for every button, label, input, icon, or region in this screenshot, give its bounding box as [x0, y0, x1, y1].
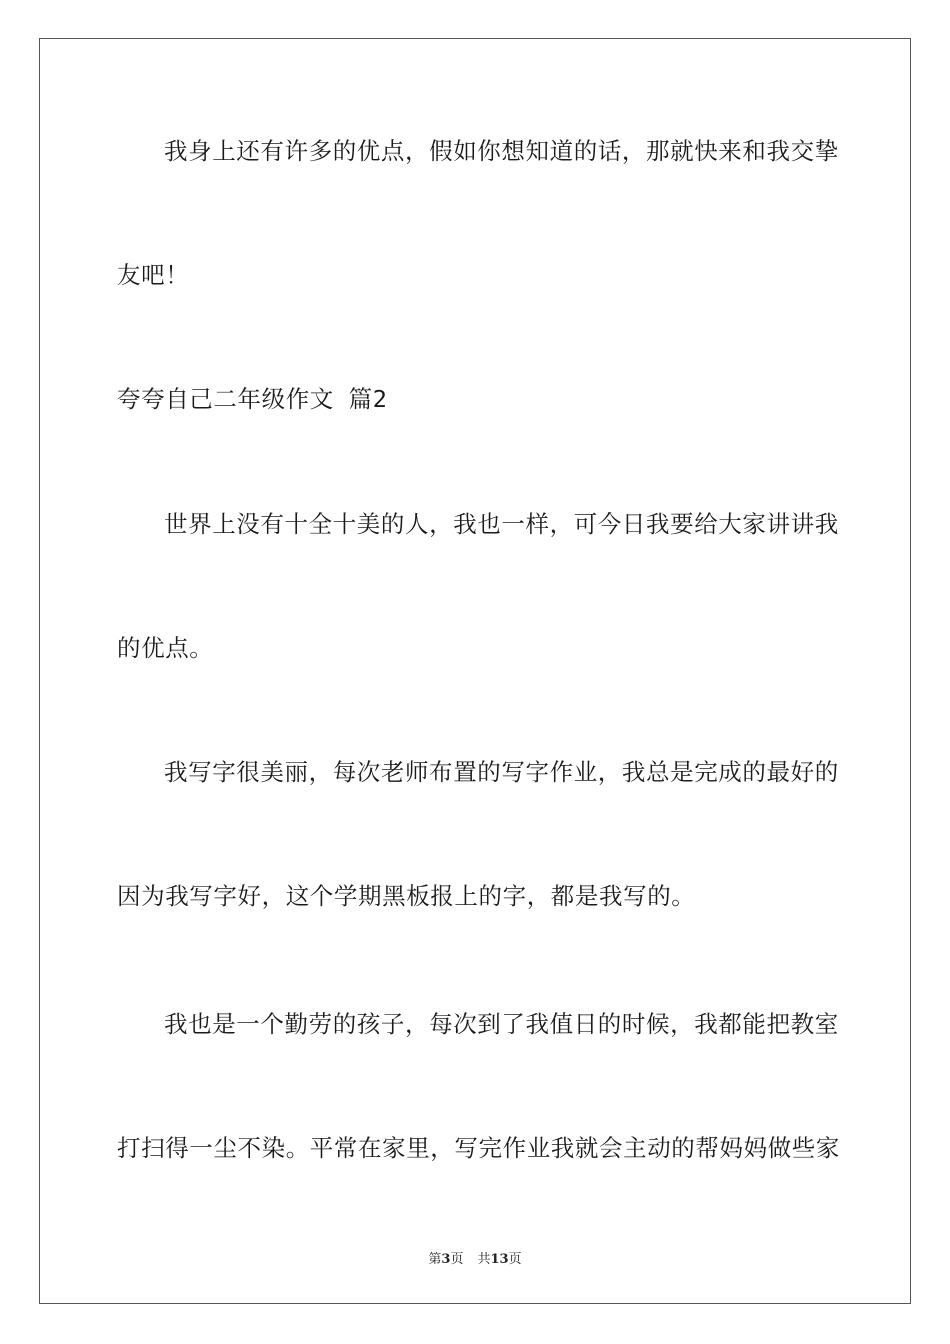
- paragraph-line-5: 我写字很美丽，每次老师布置的写字作业，我总是完成的最好的: [164, 758, 839, 786]
- section-heading: 夸夸自己二年级作文 篇2: [117, 385, 388, 413]
- paragraph-line-1: 我身上还有许多的优点，假如你想知道的话，那就快来和我交挚: [164, 137, 839, 165]
- paragraph-line-2: 友吧！: [117, 261, 190, 289]
- paragraph-line-8: 打扫得一尘不染。平常在家里，写完作业我就会主动的帮妈妈做些家: [117, 1134, 840, 1162]
- paragraph-line-3: 世界上没有十全十美的人，我也一样，可今日我要给大家讲讲我: [164, 510, 839, 538]
- page-frame: [39, 38, 911, 1304]
- footer-total-pages: 13: [490, 1252, 509, 1267]
- footer-total-suffix: 页: [508, 1252, 522, 1267]
- paragraph-line-7: 我也是一个勤劳的孩子，每次到了我值日的时候，我都能把教室: [164, 1010, 839, 1038]
- page-footer: [0, 1248, 950, 1267]
- footer-page-suffix: 页: [450, 1252, 464, 1267]
- footer-page-number: 3: [441, 1252, 451, 1267]
- paragraph-line-4: 的优点。: [117, 634, 214, 662]
- paragraph-line-6: 因为我写字好，这个学期黑板报上的字，都是我写的。: [117, 882, 696, 910]
- footer-page-prefix: 第: [428, 1252, 442, 1267]
- footer-total-prefix: 共: [477, 1252, 491, 1267]
